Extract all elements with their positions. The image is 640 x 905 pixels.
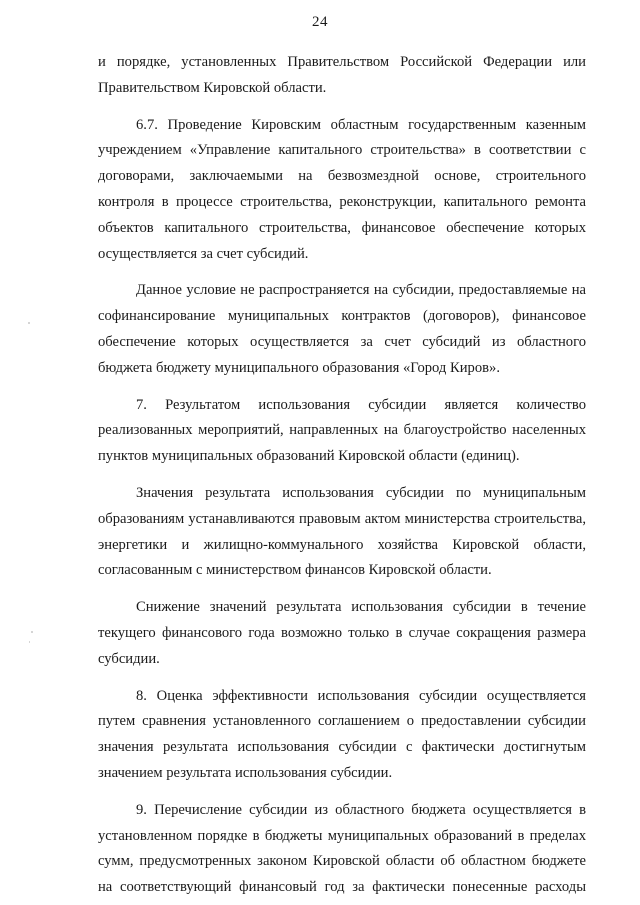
paragraph-6-7: 6.7. Проведение Кировским областным государственным казенным учреждением «Управление капитального строительства» в соответствии с договорами, заключаемыми на безвозмездной основе, строительного контроля в процессе строительства, реконструкции, капитального ремонта объектов капитального строительства, финансовое обеспечение которых осуществляется за счет субсидий. [98,116,586,262]
paragraph-9: 9. Перечисление субсидии из областного бюджета осуществляется в установленном порядке в бюджеты муниципальных образований в пределах сумм, предусмотренных законом Кировской области об областном бюджете на соответствующий финансовый год за фактически понесенные расходы [98,801,586,896]
paragraph-values: Значения результата использования субсидии по муниципальным образованиям устанавливаются правовым актом министерства строительства, энергетики и жилищно-коммунального хозяйства Кировской области, согласованным с министерством финансов Кировской области. [98,484,586,579]
paragraph-8: 8. Оценка эффективности использования субсидии осуществляется путем сравнения установленного соглашением о предоставлении субсидии значения результата использования субсидии с фактически достигнутым значением результата использования субсидии. [98,687,586,781]
page-number: 24 [312,14,328,30]
scan-speck [31,631,33,633]
scan-speck [28,322,30,324]
paragraph-7: 7. Результатом использования субсидии является количество реализованных мероприятий, направленных на благоустройство населенных пунктов муниципальных образований Кировской области (единиц). [98,396,586,465]
paragraph-continued: и порядке, установленных Правительством Российской Федерации или Правительством Кировской области. [98,54,586,96]
scan-speck [29,641,30,643]
paragraph-reduction: Снижение значений результата использования субсидии в течение текущего финансового года возможно только в случае сокращения размера субсидии. [98,599,586,667]
document-body [98,50,586,901]
paragraph-condition: Данное условие не распространяется на субсидии, предоставляемые на софинансирование муниципальных контрактов (договоров), финансовое обеспечение которых осуществляется за счет субсидий из областного бюджета бюджету муниципального образования «Город Киров». [98,282,586,376]
